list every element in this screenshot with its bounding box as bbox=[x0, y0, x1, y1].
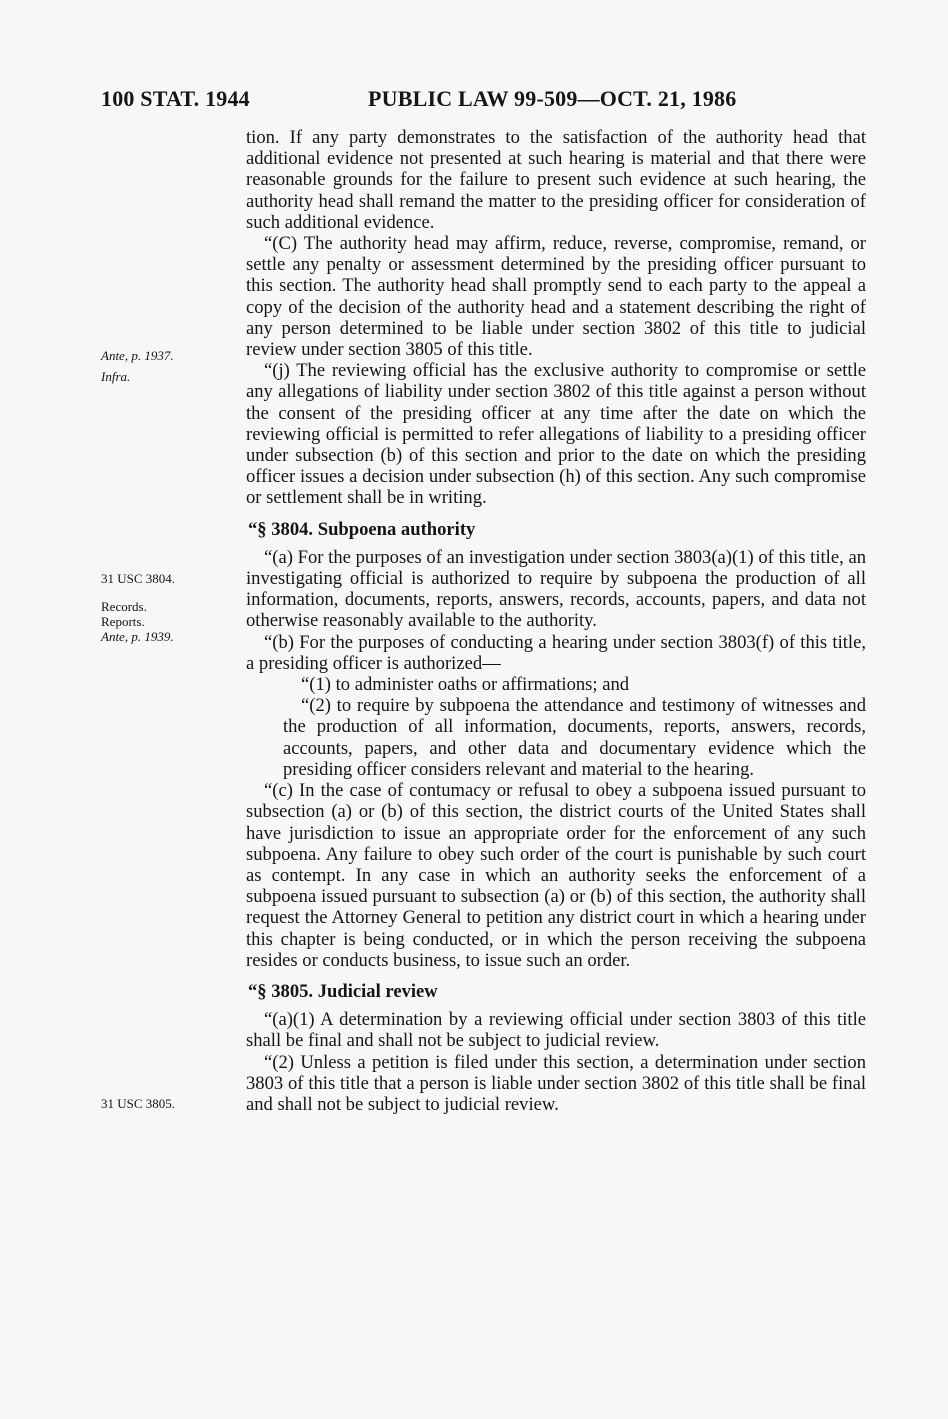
paragraph-c: “(C) The authority head may affirm, reduce, reverse, compromise, remand, or settle any penalty or assessment determined by the presiding officer pursuant to this section. The authority head shall promptly send to each party to the appeal a copy of the decision of the authority head and a statement describing the right of any person determined to be liable under section 3802 of this title to judicial review under section 3805 of this title. bbox=[246, 233, 866, 361]
margin-note-ante-1939 bbox=[101, 629, 174, 644]
margin-note-ante-1939-text: Ante, p. 1939. bbox=[101, 629, 174, 644]
statute-body bbox=[246, 127, 866, 1115]
stat-reference: 100 STAT. 1944 bbox=[101, 86, 250, 111]
margin-note-reports: Reports. bbox=[101, 614, 145, 629]
paragraph-3804-b1: “(1) to administer oaths or affirmations; and bbox=[301, 674, 630, 696]
paragraph-3805-a2: “(2) Unless a petition is filed under this section, a determination under section 3803 of this title that a person is liable under section 3802 of this title shall be final and shall not be subject to judicial review. bbox=[246, 1051, 866, 1115]
section-heading-3805: “§ 3805. Judicial review bbox=[248, 980, 438, 1002]
margin-note-usc-3804: 31 USC 3804. bbox=[101, 571, 176, 586]
page-header bbox=[101, 86, 861, 116]
paragraph-j: “(j) The reviewing official has the exclusive authority to compromise or settle any allegations of liability under section 3802 of this title against a person without the consent of the presiding officer at any time after the date on which the reviewing official is permitted to refer allegations of liability to a presiding officer under subsection (b) of this section and prior to the date on which the presiding officer issues a decision under subsection (h) of this section. Any such compromise or settlement shall be in writing. bbox=[246, 360, 866, 509]
paragraph-3804-c: “(c) In the case of contumacy or refusal to obey a subpoena issued pursuant to subsection (a) or (b) of this section, the district courts of the United States shall have jurisdiction to issue an appropriate order for the enforcement of any such subpoena. Any failure to obey such order of the court is punishable by such court as contempt. In any case in which an authority seeks the enforcement of a subpoena issued pursuant to subsection (a) or (b) of this section, the authority shall request the Attorney General to petition any district court in which a hearing under this chapter is being conducted, or in which the person receiving the subpoena resides or conducts business, to issue such an order. bbox=[246, 780, 866, 971]
paragraph-3804-b: “(b) For the purposes of conducting a hearing under section 3803(f) of this title, a presiding officer is authorized— bbox=[246, 631, 866, 674]
margin-note-ante-1937-text: Ante, p. 1937. bbox=[101, 348, 174, 363]
margin-note-infra-text: Infra. bbox=[101, 369, 131, 384]
margin-note-ante-1937 bbox=[101, 348, 174, 363]
paragraph-3804-b2: “(2) to require by subpoena the attendance and testimony of witnesses and the production of all information, documents, reports, answers, records, accounts, papers, and other data and documentary evidence which the presiding officer considers relevant and material to the hearing. bbox=[283, 695, 866, 780]
margin-note-infra bbox=[101, 369, 130, 384]
paragraph-3805-a1: “(a)(1) A determination by a reviewing official under section 3803 of this title shall be final and shall not be subject to judicial review. bbox=[246, 1009, 866, 1052]
public-law-reference: PUBLIC LAW 99-509—OCT. 21, 1986 bbox=[368, 86, 737, 111]
margin-note-records: Records. bbox=[101, 599, 147, 614]
paragraph-3804-a: “(a) For the purposes of an investigation under section 3803(a)(1) of this title, an investigating official is authorized to require by subpoena the production of all information, documents, reports, answers, records, accounts, papers, and data not otherwise reasonably available to the authority. bbox=[246, 546, 866, 632]
margin-note-usc-3805: 31 USC 3805. bbox=[101, 1096, 176, 1111]
section-heading-3804: “§ 3804. Subpoena authority bbox=[248, 518, 476, 540]
paragraph-continuation: tion. If any party demonstrates to the satisfaction of the authority head that additional evidence not presented at such hearing is material and that there were reasonable grounds for the failure to present such evidence at such hearing, the authority head shall remand the matter to the presiding officer for consideration of such additional evidence. bbox=[246, 127, 866, 233]
